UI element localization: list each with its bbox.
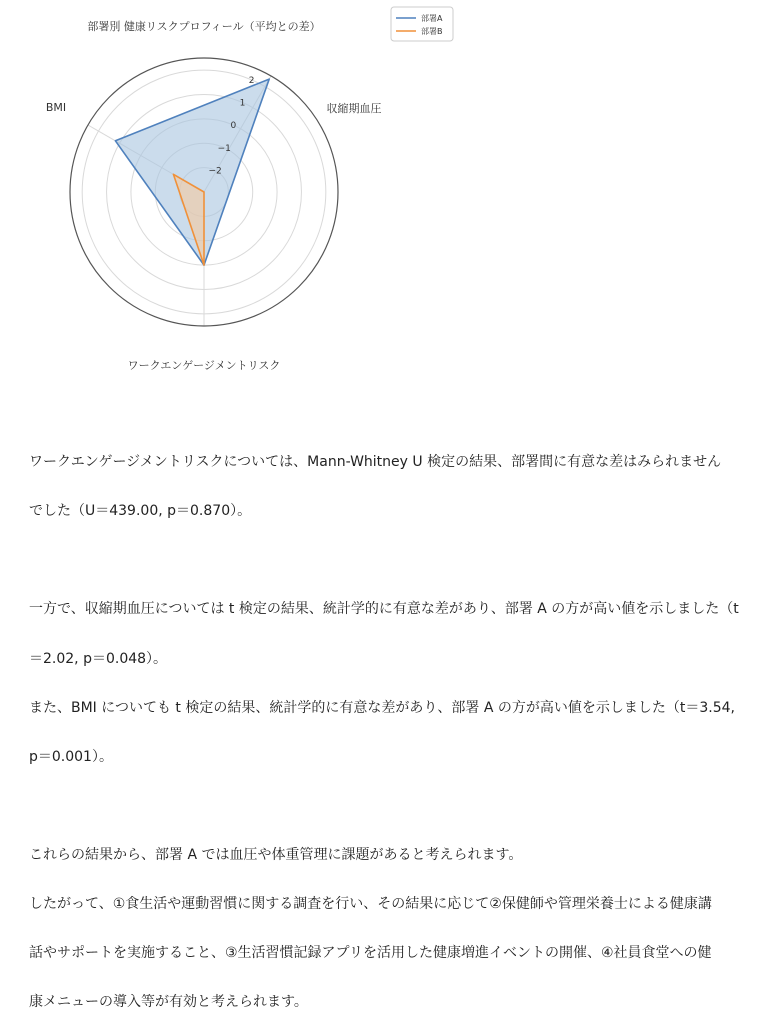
chart-title: 部署別 健康リスクプロフィール（平均との差） (87, 20, 321, 33)
radial-tick-label: 0 (230, 121, 237, 132)
report-line: 話やサポートを実施すること、③生活習慣記録アプリを活用した健康増進イベントの開催、④社員食堂への健 (29, 945, 712, 961)
report-line: また、BMI についても t 検定の結果、統計学的に有意な差があり、部署 A の方が高い値を示しました（t＝3.54, (29, 700, 735, 716)
legend-label: 部署B (421, 27, 443, 36)
report-line: ＝2.02, p＝0.048）。 (29, 651, 168, 667)
report-line: 康メニューの導入等が有効と考えられます。 (29, 994, 308, 1010)
report-line: 一方で、収縮期血圧については t 検定の結果、統計学的に有意な差があり、部署 A の方が高い値を示しました（t (29, 601, 739, 617)
radar-series (115, 79, 269, 265)
axis-label: BMI (45, 101, 67, 114)
axis-label: ワークエンゲージメントリスク (127, 359, 281, 372)
report-line: ワークエンゲージメントリスクについては、Mann-Whitney U 検定の結果、部署間に有意な差はみられません (29, 454, 722, 470)
report-line: これらの結果から、部署 A では血圧や体重管理に課題があると考えられます。 (29, 847, 523, 863)
legend-label: 部署A (421, 14, 443, 23)
radial-tick-label: 1 (239, 98, 246, 109)
radial-tick-label: −2 (208, 166, 222, 177)
radial-tick-label: −1 (217, 143, 231, 154)
series-polygon-a (115, 79, 269, 265)
radial-tick-label: 2 (248, 76, 255, 87)
report-line: したがって、①食生活や運動習慣に関する調査を行い、その結果に応じて②保健師や管理栄養士による健康講 (29, 896, 712, 912)
chart-legend (391, 7, 453, 41)
report-line: でした（U＝439.00, p＝0.870）。 (29, 503, 252, 519)
radar-chart (0, 0, 460, 380)
axis-label: 収縮期血圧 (326, 102, 382, 115)
report-line: p＝0.001）。 (29, 749, 113, 765)
